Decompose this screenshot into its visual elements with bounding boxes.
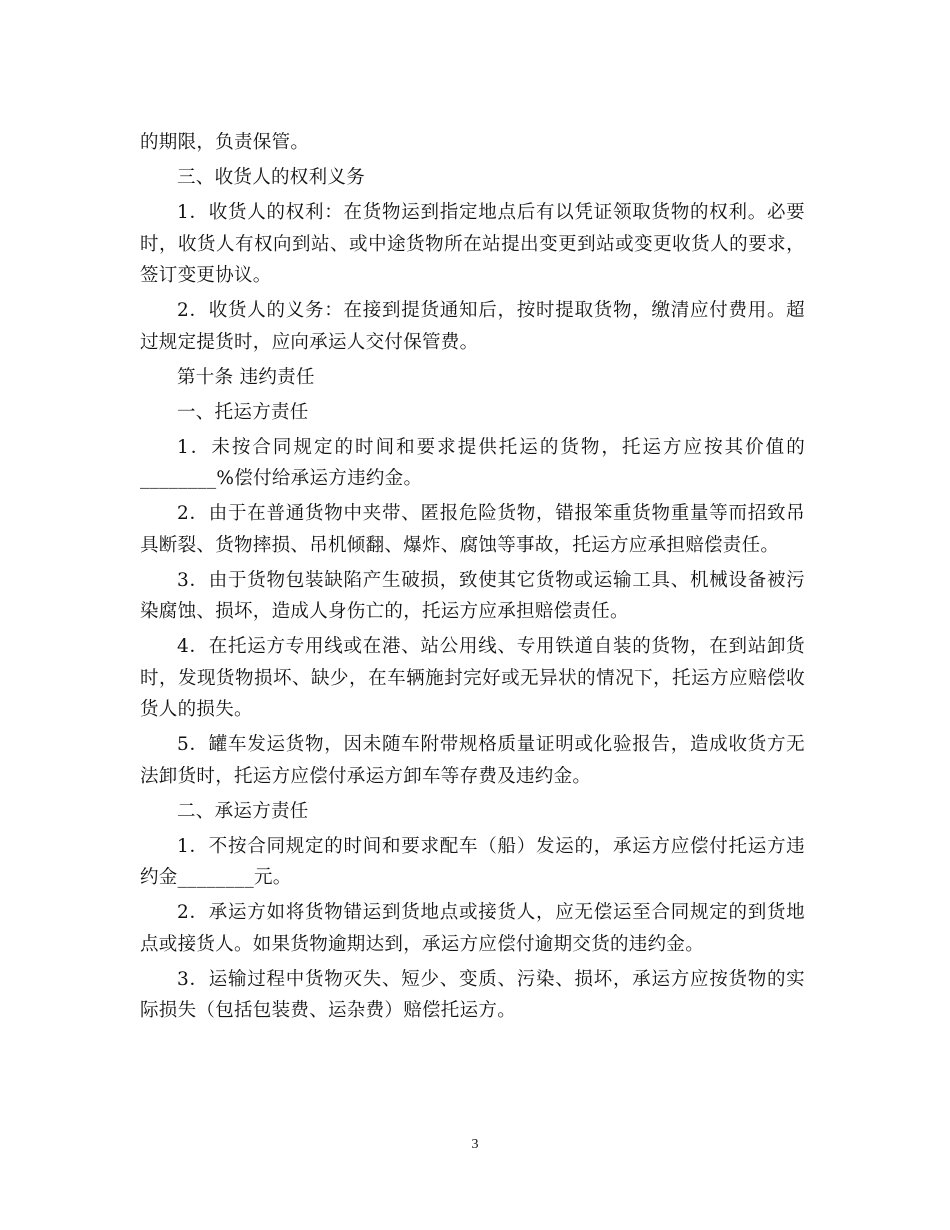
paragraph-carrier-liability-3: 3．运输过程中货物灭失、短少、变质、污染、损坏，承运方应按货物的实际损失（包括包装费、运杂费）赔偿托运方。 — [140, 968, 805, 1021]
section-heading-shipper-liability: 一、托运方责任 — [177, 401, 309, 423]
page-number: 3 — [471, 1137, 479, 1152]
document-page — [140, 127, 805, 1030]
paragraph-consignee-obligations: 2．收货人的义务：在接到提货通知后，按时提取货物，缴清应付费用。超过规定提货时，应向承运人交付保管费。 — [140, 300, 805, 353]
paragraph-carrier-liability-2: 2．承运方如将货物错运到货地点或接货人，应无偿运至合同规定的到货地点或接货人。如果货物逾期达到，承运方应偿付逾期交货的违约金。 — [140, 902, 805, 955]
section-heading-carrier-liability: 二、承运方责任 — [177, 800, 309, 822]
paragraph-continuation: 的期限，负责保管。 — [140, 132, 310, 153]
paragraph-shipper-liability-2: 2．由于在普通货物中夹带、匿报危险货物，错报笨重货物重量等而招致吊具断裂、货物摔损、吊机倾翻、爆炸、腐蚀等事故，托运方应承担赔偿责任。 — [140, 503, 805, 556]
paragraph-shipper-liability-1: 1．未按合同规定的时间和要求提供托运的货物，托运方应按其价值的________%偿付给承运方违约金。 — [140, 436, 805, 489]
paragraph-consignee-rights: 1．收货人的权利：在货物运到指定地点后有以凭证领取货物的权利。必要时，收货人有权向到站、或中途货物所在站提出变更到站或变更收货人的要求，签订变更协议。 — [140, 202, 805, 286]
paragraph-shipper-liability-3: 3．由于货物包装缺陷产生破损，致使其它货物或运输工具、机械设备被污染腐蚀、损坏，造成人身伤亡的，托运方应承担赔偿责任。 — [140, 569, 805, 622]
paragraph-shipper-liability-5: 5．罐车发运货物，因未随车附带规格质量证明或化验报告，造成收货方无法卸货时，托运方应偿付承运方卸车等存费及违约金。 — [140, 734, 805, 787]
paragraph-carrier-liability-1: 1．不按合同规定的时间和要求配车（船）发运的，承运方应偿付托运方违约金________元。 — [140, 835, 805, 888]
section-heading-consignee-rights: 三、收货人的权利义务 — [177, 167, 366, 188]
article-heading-liability: 第十条 违约责任 — [177, 366, 315, 388]
paragraph-shipper-liability-4: 4．在托运方专用线或在港、站公用线、专用铁道自装的货物，在到站卸货时，发现货物损坏、缺少，在车辆施封完好或无异状的情况下，托运方应赔偿收货人的损失。 — [140, 636, 805, 720]
